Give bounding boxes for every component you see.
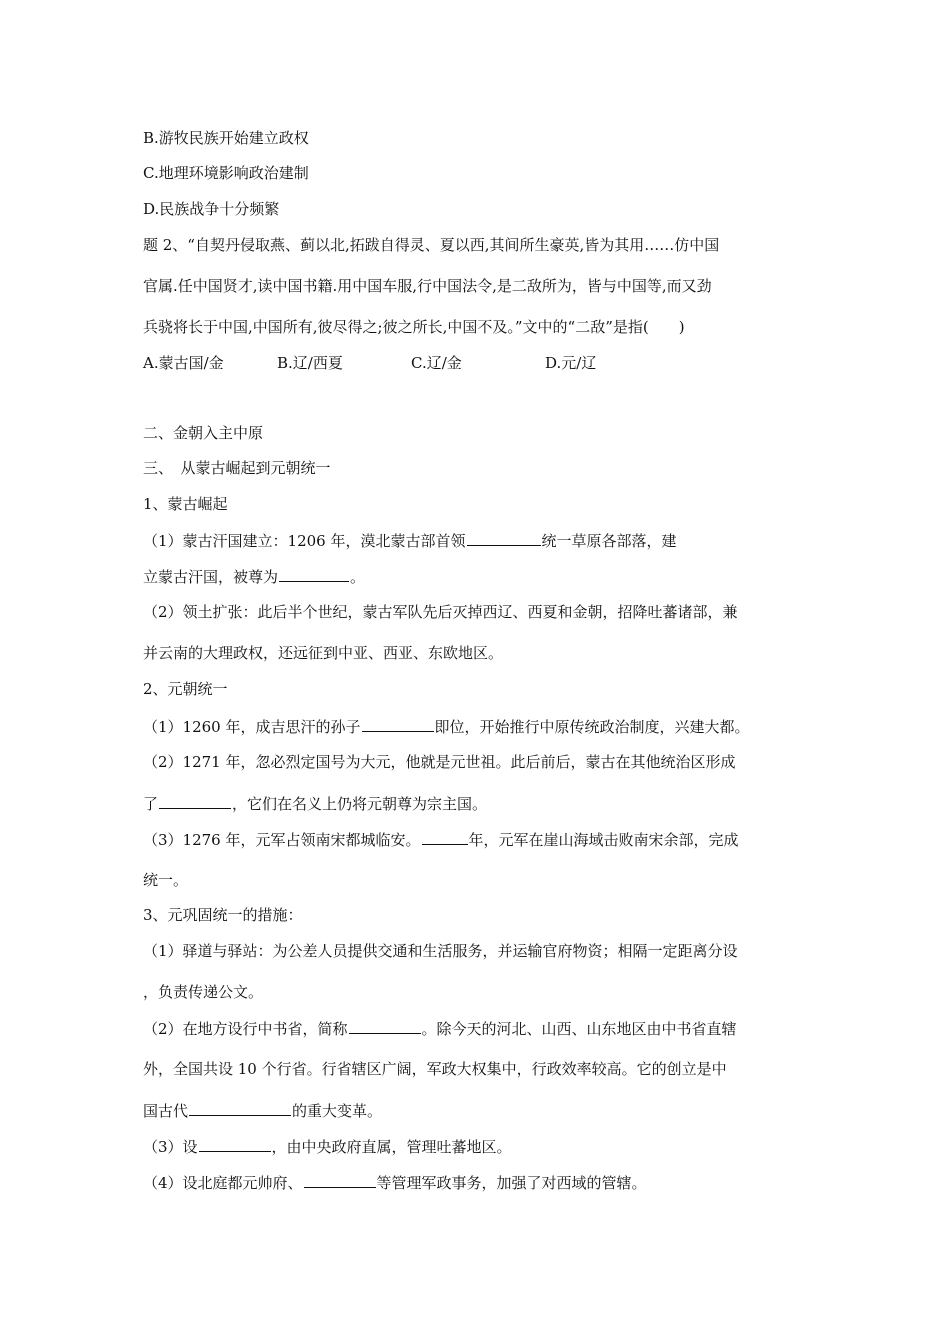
part2-title: 2、元朝统一 (143, 680, 228, 698)
text: 国古代 (143, 1102, 189, 1120)
part3-item1-line1: （1）驿道与驿站：为公差人员提供交通和生活服务，并运输官府物资；相隔一定距离分设 (143, 942, 738, 960)
q1-option-d: D.民族战争十分频繁 (143, 200, 280, 218)
text: ，由中央政府直属，管理吐蕃地区。 (271, 1138, 512, 1156)
q2-option-a: A.蒙古国/金 (143, 354, 224, 372)
answer-blank[interactable] (304, 1172, 376, 1188)
part2-item1 (143, 716, 750, 736)
part2-item2-line1: （2）1271 年，忽必烈定国号为大元，他就是元世祖。此后前后，蒙古在其他统治区形成 (143, 753, 736, 771)
text: （1）蒙古汗国建立：1206 年，漠北蒙古部首领 (143, 532, 466, 550)
text: （1）1260 年，成吉思汗的孙子 (143, 718, 361, 736)
part3-item2-line1 (143, 1018, 737, 1038)
text: 即位，开始推行中原传统政治制度，兴建大都。 (434, 718, 750, 736)
part2-item2-line2 (143, 793, 487, 813)
part1-item1-line1 (143, 530, 677, 550)
answer-blank[interactable] (362, 716, 434, 732)
text: （3）设 (143, 1138, 198, 1156)
q2-option-c: C.辽/金 (411, 354, 462, 372)
part2-item3-line1 (143, 829, 739, 849)
text: 统一草原各部落，建 (541, 532, 677, 550)
answer-blank[interactable] (467, 530, 541, 546)
part3-item4 (143, 1172, 647, 1192)
part1-title: 1、蒙古崛起 (143, 495, 228, 513)
answer-blank[interactable] (189, 1100, 291, 1116)
part2-item3-line2: 统一。 (143, 871, 189, 889)
text: 。 (350, 568, 366, 586)
answer-blank[interactable] (279, 566, 349, 582)
text: 立蒙古汗国，被尊为 (143, 568, 279, 586)
text: 的重大变革。 (292, 1102, 383, 1120)
part1-item2-line2: 并云南的大理政权，还远征到中亚、西亚、东欧地区。 (143, 644, 504, 662)
part3-title: 3、元巩固统一的措施： (143, 906, 303, 924)
text: 。除今天的河北、山西、山东地区由中书省直辖 (421, 1020, 737, 1038)
text: （4）设北庭都元帅府、 (143, 1174, 303, 1192)
part3-item3 (143, 1136, 512, 1156)
part1-item2-line1: （2）领土扩张：此后半个世纪，蒙古军队先后灭掉西辽、西夏和金朝，招降吐蕃诸部，兼 (143, 603, 738, 621)
q2-option-b: B.辽/西夏 (277, 354, 343, 372)
section-heading-2: 二、金朝入主中原 (143, 424, 264, 442)
part1-item1-line2 (143, 566, 365, 586)
section-heading-3: 三、 从蒙古崛起到元朝统一 (143, 459, 331, 477)
text: 等管理军政事务，加强了对西域的管辖。 (376, 1174, 647, 1192)
q2-stem-line-2: 官属.任中国贤才,读中国书籍.用中国车服,行中国法令,是二敌所为，皆与中国等,而又劲 (143, 277, 712, 295)
answer-blank[interactable] (159, 793, 231, 809)
text: 了 (143, 795, 159, 813)
text: ，它们在名义上仍将元朝尊为宗主国。 (232, 795, 488, 813)
text: （3）1276 年，元军占领南宋都城临安。 (143, 831, 421, 849)
text: 年，元军在崖山海域击败南宋余部，完成 (468, 831, 739, 849)
text: （2）在地方设行中书省，简称 (143, 1020, 348, 1038)
q2-option-d: D.元/辽 (545, 354, 597, 372)
answer-blank[interactable] (422, 829, 468, 845)
answer-blank[interactable] (199, 1136, 271, 1152)
part3-item1-line2: ，负责传递公文。 (143, 983, 264, 1001)
q1-option-c: C.地理环境影响政治建制 (143, 164, 309, 182)
answer-blank[interactable] (349, 1018, 421, 1034)
part3-item2-line2: 外，全国共设 10 个行省。行省辖区广阔，军政大权集中，行政效率较高。它的创立是中 (143, 1060, 727, 1078)
q1-option-b: B.游牧民族开始建立政权 (143, 129, 309, 147)
q2-stem-line-1: 题 2、“自契丹侵取燕、蓟以北,拓跋自得灵、夏以西,其间所生豪英,皆为其用……仿中国 (143, 236, 720, 254)
q2-options (143, 353, 596, 373)
q2-stem-line-3: 兵骁将长于中国,中国所有,彼尽得之;彼之所长,中国不及。”文中的“二敌”是指( ) (143, 318, 685, 336)
part3-item2-line3 (143, 1100, 382, 1120)
